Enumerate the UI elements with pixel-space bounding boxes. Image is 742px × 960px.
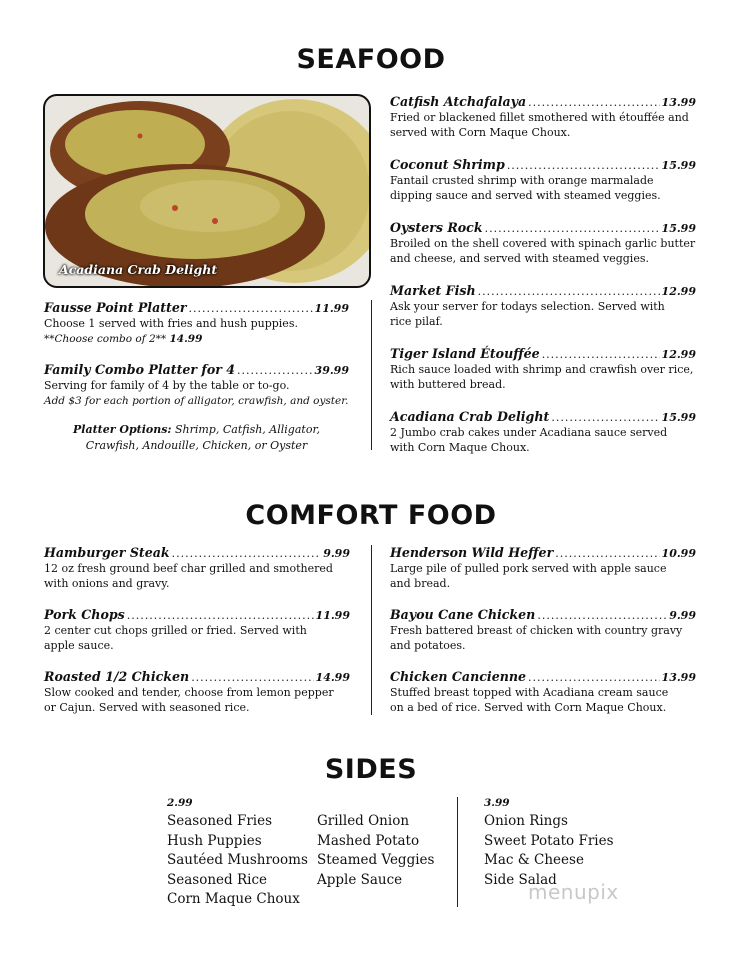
item-description: Slow cooked and tender, choose from lemon pepper: [44, 686, 334, 699]
dish-photo-art: [45, 96, 369, 286]
item-description: Fried or blackened fillet smothered with étouffée and: [390, 111, 689, 124]
side-item: Seasoned Rice: [167, 871, 267, 888]
item-name: Oysters Rock: [390, 220, 483, 235]
item-description: served with Corn Maque Choux.: [390, 125, 571, 139]
item-price: 15.99: [661, 411, 696, 424]
watermark-logo: menupix: [528, 880, 619, 904]
item-name: Hamburger Steak: [44, 545, 170, 560]
item-description: Fantail crusted shrimp with orange marmalade: [390, 174, 654, 187]
menu-item: [390, 669, 696, 715]
item-description: Broiled on the shell covered with spinach garlic butter: [390, 237, 696, 250]
comfort-food-heading: COMFORT FOOD: [245, 500, 497, 531]
item-description: Fresh battered breast of chicken with country gravy: [390, 624, 683, 637]
item-description: and bread.: [390, 576, 451, 590]
item-name: Catfish Atchafalaya: [390, 94, 527, 109]
item-description: Large pile of pulled pork served with apple sauce: [390, 562, 667, 575]
menu-item: [44, 607, 350, 653]
item-name: Bayou Cane Chicken: [390, 607, 536, 622]
item-description: dipping sauce and served with steamed veggies.: [390, 188, 661, 202]
item-description: Rich sauce loaded with shrimp and crawfish over rice,: [390, 363, 694, 376]
leader-dots: [507, 158, 660, 174]
item-description: rice pilaf.: [390, 314, 443, 328]
column-divider: [371, 545, 372, 715]
item-price: 15.99: [661, 222, 696, 235]
leader-dots: [172, 546, 322, 562]
item-description: 2 center cut chops grilled or fried. Served with: [44, 624, 307, 637]
sides-column-1: [167, 812, 308, 910]
item-description: apple sauce.: [44, 638, 114, 652]
side-item: Seasoned Fries: [167, 813, 273, 829]
leader-dots: [127, 608, 314, 624]
menu-item: [44, 362, 349, 408]
item-description: or Cajun. Served with seasoned rice.: [44, 700, 250, 714]
item-description: and cheese, and served with steamed veggies.: [390, 251, 649, 265]
item-description: Serving for family of 4 by the table or to-go.: [44, 379, 290, 392]
item-name: Henderson Wild Heffer: [390, 545, 554, 560]
item-description: with onions and gravy.: [44, 576, 170, 590]
leader-dots: [191, 670, 313, 686]
photo-caption: Acadiana Crab Delight: [59, 262, 218, 277]
side-item: Mashed Potato: [317, 832, 420, 849]
menu-item: [390, 545, 696, 591]
item-price: 39.99: [314, 364, 349, 377]
platter-options: [44, 422, 349, 454]
side-item: Hush Puppies: [167, 832, 262, 849]
column-divider: [371, 300, 372, 450]
side-item: Mac & Cheese: [484, 852, 584, 868]
item-name: Fausse Point Platter: [44, 300, 187, 315]
side-item: Grilled Onion: [317, 813, 410, 829]
menu-item: [44, 669, 350, 715]
side-item: Side Salad: [484, 871, 557, 888]
side-item: Steamed Veggies: [317, 852, 435, 868]
item-name: Acadiana Crab Delight: [390, 409, 550, 424]
item-price: 9.99: [669, 609, 696, 622]
platter-options-label: Platter Options:: [73, 423, 172, 436]
menu-item: [390, 346, 696, 392]
item-name: Pork Chops: [44, 607, 125, 622]
menu-item: [390, 409, 696, 455]
item-description: and potatoes.: [390, 638, 466, 652]
leader-dots: [485, 221, 660, 237]
leader-dots: [237, 363, 313, 379]
seafood-heading: SEAFOOD: [296, 44, 446, 75]
leader-dots: [542, 347, 660, 363]
leader-dots: [551, 410, 659, 426]
item-description: with Corn Maque Choux.: [390, 440, 530, 454]
item-price: 12.99: [661, 285, 696, 298]
menu-item: [390, 220, 696, 266]
leader-dots: [528, 670, 660, 686]
item-name: Chicken Cancienne: [390, 669, 527, 684]
leader-dots: [189, 301, 313, 317]
combo-price: 14.99: [169, 332, 203, 345]
item-description: 2 Jumbo crab cakes under Acadiana sauce served: [390, 426, 668, 439]
menu-item: [390, 283, 696, 329]
menu-item: [390, 94, 696, 140]
item-name: Roasted 1/2 Chicken: [44, 669, 190, 684]
item-price: 11.99: [314, 302, 349, 315]
item-price: 14.99: [315, 671, 350, 684]
item-price: 11.99: [315, 609, 350, 622]
menu-item: [44, 300, 349, 346]
platter-options-line2: Crawfish, Andouille, Chicken, or Oyster: [85, 439, 308, 452]
dish-photo: [43, 94, 371, 288]
item-price: 10.99: [661, 547, 696, 560]
side-item: Onion Rings: [484, 813, 568, 829]
side-item: Apple Sauce: [317, 871, 403, 888]
item-description: Stuffed breast topped with Acadiana cream sauce: [390, 686, 669, 699]
item-description: on a bed of rice. Served with Corn Maque Choux.: [390, 700, 667, 714]
sides-heading: SIDES: [324, 754, 418, 785]
item-description: Choose 1 served with fries and hush puppies.: [44, 317, 298, 330]
platter-options-line1: Shrimp, Catfish, Alligator,: [174, 423, 320, 436]
sides-price-regular: 2.99: [167, 797, 193, 809]
combo-label: **Choose combo of 2**: [44, 332, 167, 345]
item-price: 12.99: [661, 348, 696, 361]
item-note: [44, 332, 349, 346]
item-price: 13.99: [661, 96, 696, 109]
sides-price-premium: 3.99: [484, 797, 510, 809]
leader-dots: [528, 95, 659, 111]
side-item: Corn Maque Choux: [167, 891, 300, 907]
side-item: Sweet Potato Fries: [484, 832, 614, 849]
item-name: Family Combo Platter for 4: [44, 362, 236, 377]
item-price: 15.99: [661, 159, 696, 172]
leader-dots: [478, 284, 660, 300]
side-item: Sautéed Mushrooms: [167, 852, 308, 868]
item-description: Ask your server for todays selection. Served with: [390, 300, 665, 313]
sides-column-2: [317, 812, 434, 890]
item-name: Coconut Shrimp: [390, 157, 505, 172]
item-price: 13.99: [661, 671, 696, 684]
item-price: 9.99: [323, 547, 350, 560]
item-name: Tiger Island Étouffée: [390, 346, 540, 361]
item-description: with buttered bread.: [390, 377, 506, 391]
column-divider: [457, 797, 458, 907]
menu-item: [44, 545, 350, 591]
item-name: Market Fish: [390, 283, 476, 298]
item-description: 12 oz fresh ground beef char grilled and smothered: [44, 562, 333, 575]
menu-item: [390, 607, 696, 653]
sides-column-3: [484, 812, 614, 890]
leader-dots: [555, 546, 659, 562]
item-note: Add $3 for each portion of alligator, crawfish, and oyster.: [44, 394, 349, 407]
leader-dots: [537, 608, 667, 624]
menu-item: [390, 157, 696, 203]
